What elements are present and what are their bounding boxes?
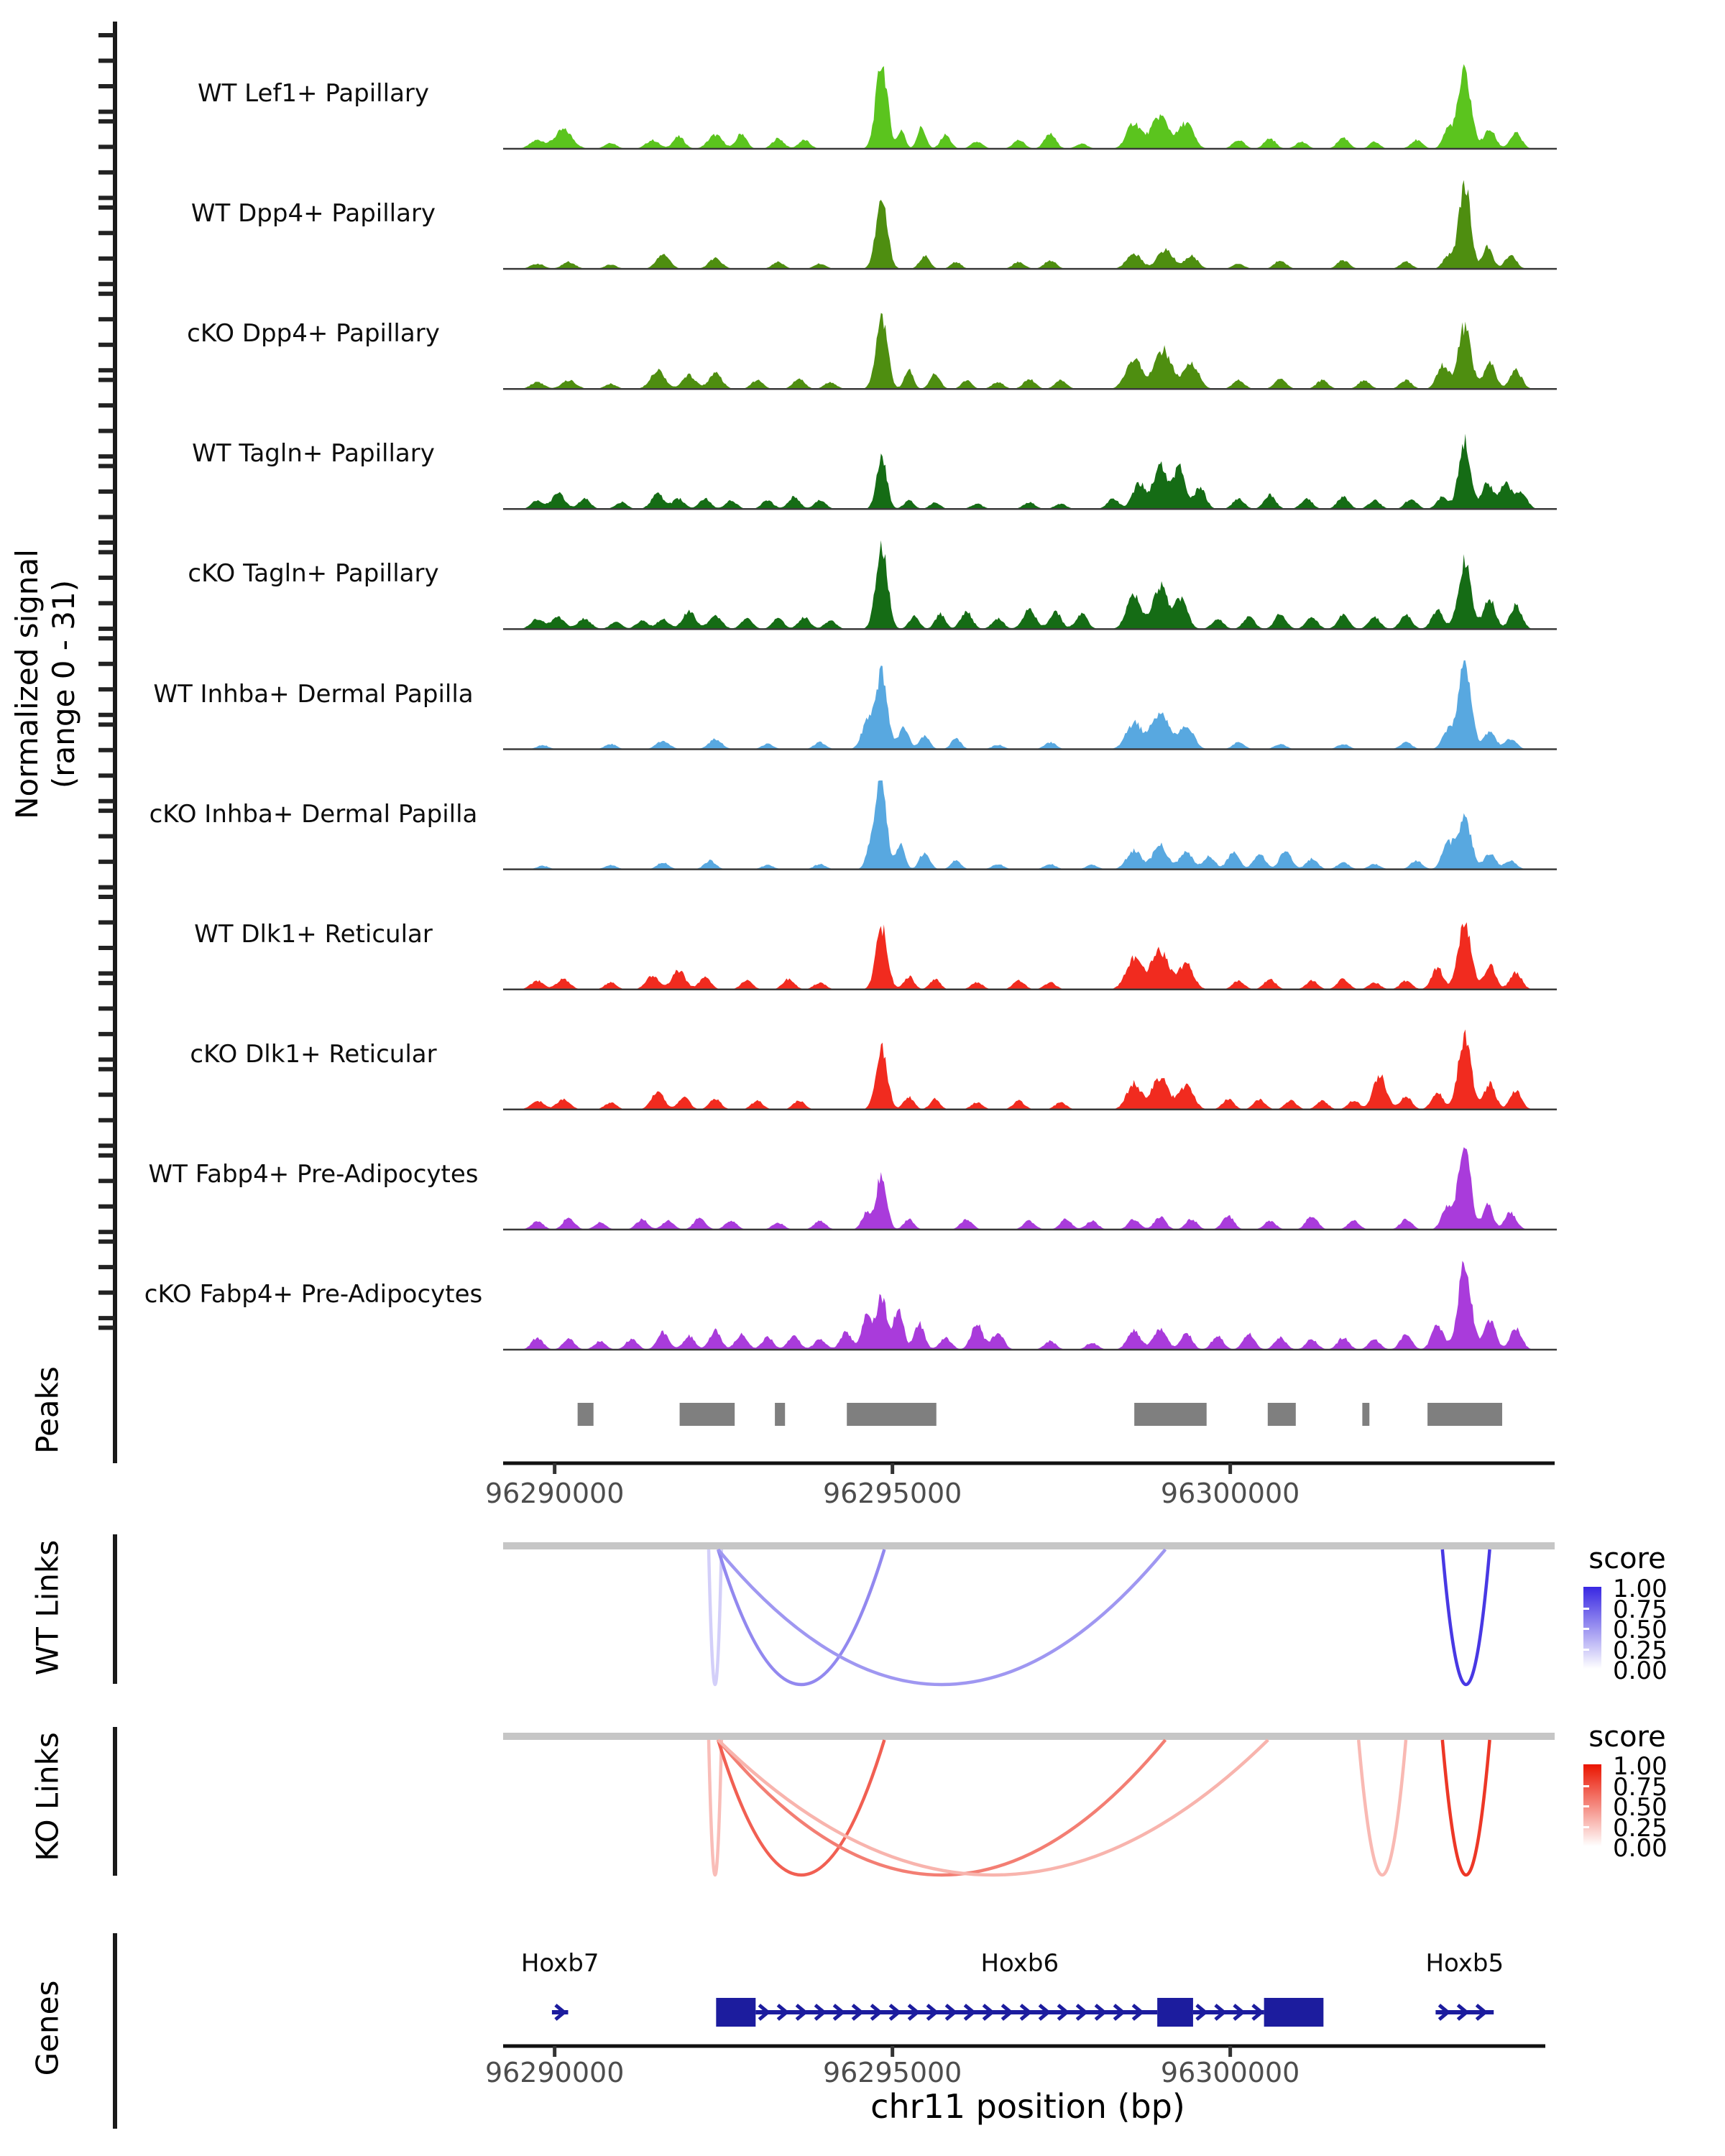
- signal-track-area: [506, 1261, 1552, 1350]
- legend-value-label: 0.50: [1613, 1793, 1668, 1822]
- legend-value-label: 1.00: [1613, 1752, 1668, 1781]
- y-axis-label: [9, 549, 82, 819]
- track-label: WT Dlk1+ Reticular: [194, 919, 433, 949]
- track-label: WT Lef1+ Papillary: [197, 79, 430, 108]
- legend-value-label: 0.25: [1613, 1636, 1668, 1665]
- track-label: WT Inhba+ Dermal Papilla: [153, 679, 474, 709]
- ko-links-section-label: KO Links: [29, 1732, 65, 1861]
- ko-link-arc: [1443, 1740, 1490, 1875]
- ko-link-arc: [1358, 1740, 1406, 1875]
- signal-track-area: [506, 434, 1552, 510]
- signal-track-area: [506, 1147, 1552, 1230]
- genomic-position-tick-label: 96295000: [822, 1478, 962, 1509]
- signal-track-area: [506, 660, 1552, 750]
- legend-value-label: 0.00: [1613, 1657, 1668, 1685]
- y-axis-label-line2: (range 0 - 31): [46, 579, 81, 789]
- legend-value-label: 0.00: [1613, 1834, 1668, 1863]
- gene-name-label: Hoxb7: [520, 1949, 599, 1978]
- ko-link-arc: [709, 1740, 722, 1875]
- wt-link-baseline-bar: [503, 1542, 1555, 1549]
- genomic-position-tick-label: 96290000: [484, 2057, 625, 2088]
- track-label: cKO Dlk1+ Reticular: [190, 1039, 437, 1069]
- peak-interval: [775, 1403, 785, 1426]
- track-label: cKO Tagln+ Papillary: [188, 559, 439, 589]
- track-label: WT Fabp4+ Pre-Adipocytes: [148, 1159, 479, 1189]
- signal-track-area: [506, 1029, 1552, 1109]
- y-axis-label-line1: Normalized signal: [9, 549, 45, 819]
- track-label: cKO Inhba+ Dermal Papilla: [149, 799, 478, 829]
- peak-interval: [578, 1403, 594, 1426]
- genomic-position-tick-label: 96295000: [822, 2057, 962, 2088]
- signal-track-area: [506, 780, 1552, 870]
- wt-link-arc: [718, 1549, 1165, 1685]
- legend-tick: [1583, 1805, 1589, 1807]
- legend-value-label: 0.25: [1613, 1813, 1668, 1843]
- gene-exon: [1264, 1998, 1324, 2027]
- track-label: WT Dpp4+ Papillary: [190, 199, 436, 229]
- genomic-position-tick-label: 96290000: [484, 1478, 625, 1509]
- peak-interval: [680, 1403, 735, 1426]
- gene-name-label: Hoxb6: [980, 1949, 1059, 1978]
- peaks-section-label: Peaks: [29, 1366, 65, 1454]
- ko-score-legend-title: score: [1588, 1720, 1666, 1754]
- legend-tick: [1583, 1608, 1589, 1610]
- ko-link-arc: [718, 1740, 1268, 1875]
- track-label: cKO Fabp4+ Pre-Adipocytes: [144, 1280, 483, 1309]
- gene-name-label: Hoxb5: [1425, 1949, 1504, 1978]
- legend-value-label: 0.75: [1613, 1772, 1668, 1802]
- signal-track-area: [506, 313, 1552, 390]
- wt-link-arc: [1443, 1549, 1490, 1685]
- signal-track-area: [506, 922, 1552, 989]
- peak-interval: [1362, 1403, 1369, 1426]
- genomic-position-tick-label: 96300000: [1160, 2057, 1300, 2088]
- legend-tick: [1583, 1649, 1589, 1651]
- wt-links-section-label: WT Links: [29, 1539, 65, 1676]
- gene-exon: [1157, 1998, 1193, 2027]
- wt-score-legend-title: score: [1588, 1542, 1666, 1575]
- legend-value-label: 1.00: [1613, 1575, 1668, 1603]
- peak-interval: [847, 1403, 937, 1426]
- genomic-position-tick-label: 96300000: [1160, 1478, 1300, 1509]
- peak-interval: [1134, 1403, 1207, 1426]
- legend-tick: [1583, 1628, 1589, 1630]
- signal-track-area: [506, 64, 1552, 149]
- legend-value-label: 0.50: [1613, 1616, 1668, 1644]
- peak-interval: [1268, 1403, 1296, 1426]
- legend-value-label: 0.75: [1613, 1595, 1668, 1624]
- track-label: cKO Dpp4+ Papillary: [187, 319, 440, 349]
- x-axis-title: chr11 position (bp): [870, 2087, 1185, 2126]
- signal-track-area: [506, 540, 1552, 630]
- ko-link-baseline-bar: [503, 1733, 1555, 1740]
- legend-tick: [1583, 1826, 1589, 1828]
- peak-interval: [1427, 1403, 1502, 1426]
- wt-link-arc: [718, 1549, 884, 1685]
- signal-track-area: [506, 180, 1552, 270]
- genes-section-label: Genes: [29, 1980, 65, 2076]
- wt-link-arc: [709, 1549, 722, 1685]
- legend-tick: [1583, 1785, 1589, 1787]
- track-label: WT Tagln+ Papillary: [192, 439, 435, 469]
- gene-exon: [716, 1998, 755, 2027]
